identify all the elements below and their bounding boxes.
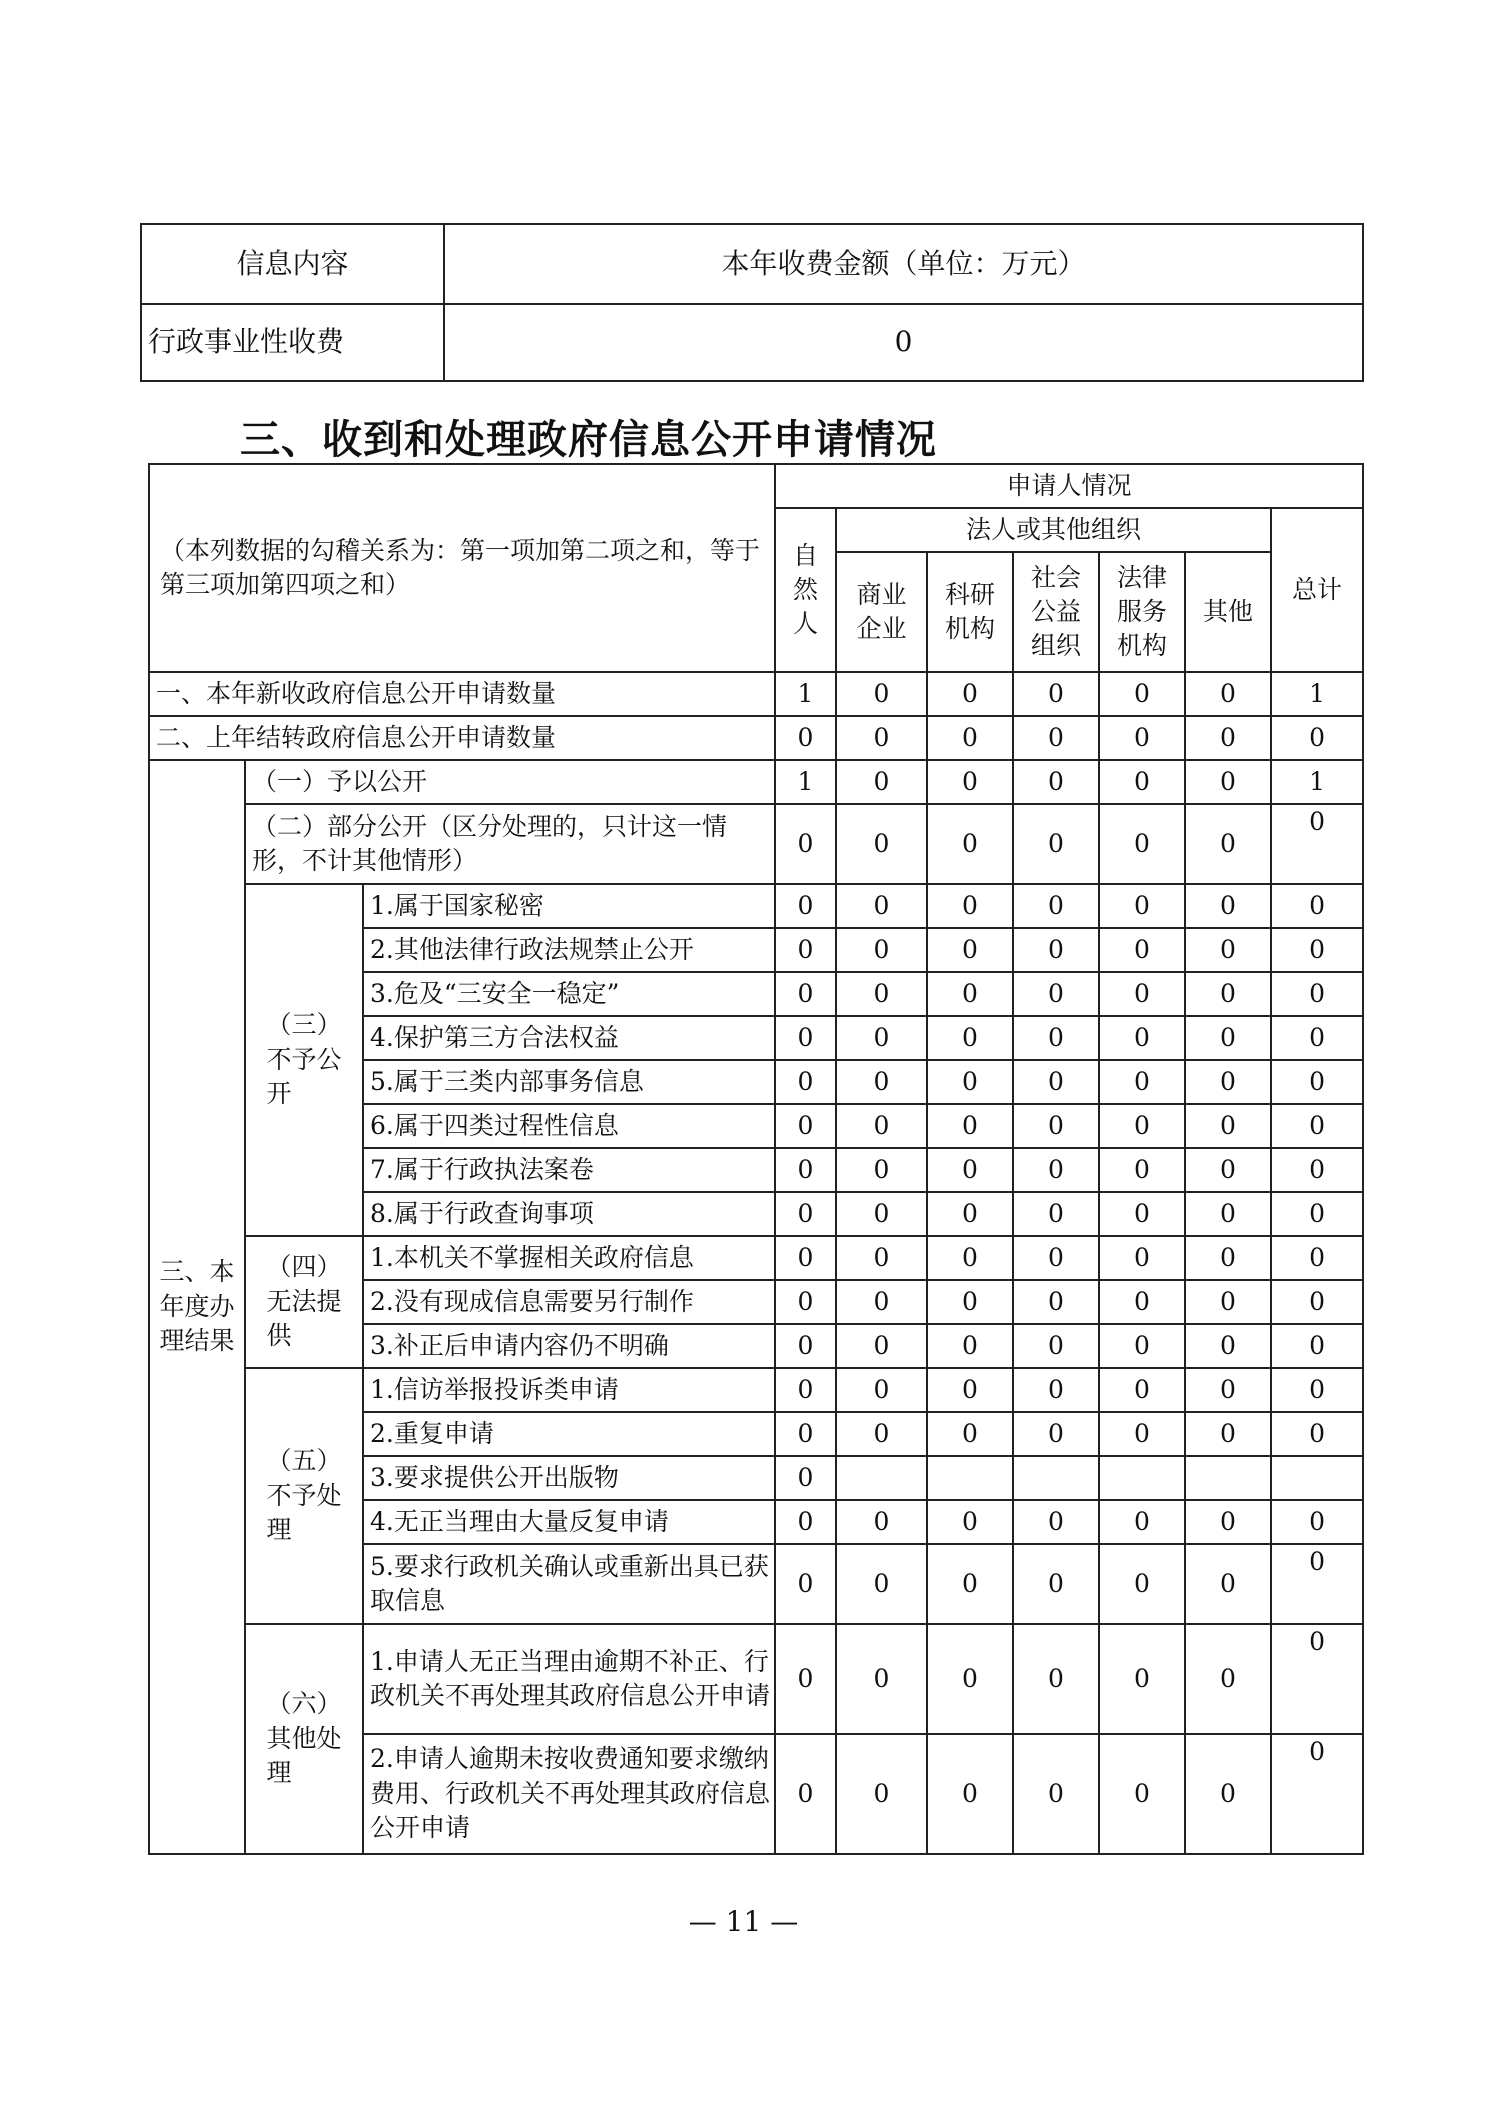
cell: 0 [1185,1280,1271,1324]
cell: 0 [1185,1148,1271,1192]
cell: 0 [836,1236,927,1280]
col-business-label: 商业企业 [856,580,907,643]
cell: 0 [836,672,927,716]
fee-data-row [141,304,1363,381]
row-label: 3.补正后申请内容仍不明确 [363,1324,775,1368]
fee-header-label: 信息内容 [141,224,444,304]
cell: 0 [927,1624,1013,1734]
cell: 0 [927,1236,1013,1280]
cell: 0 [836,716,927,760]
cell: 0 [927,716,1013,760]
cell: 0 [1185,672,1271,716]
cell: 0 [1271,1544,1363,1624]
row-label: 8.属于行政查询事项 [363,1192,775,1236]
cell: 0 [1271,716,1363,760]
cell: 0 [836,1500,927,1544]
cell: 0 [1099,1192,1185,1236]
cell: 0 [1271,972,1363,1016]
cell: 0 [1013,928,1099,972]
group-unavailable-label: （四）无法提供 [266,1252,342,1351]
col-natural-person [775,508,836,672]
row-label: 2.没有现成信息需要另行制作 [363,1280,775,1324]
cell: 0 [1271,1280,1363,1324]
cell: 0 [1185,1060,1271,1104]
col-social [1013,552,1099,672]
cell: 0 [775,884,836,928]
section-title: 三、收到和处理政府信息公开申请情况 [240,417,937,463]
cell: 0 [1271,1412,1363,1456]
group-other-handling [245,1624,363,1854]
cell: 0 [775,1456,836,1500]
cell: 0 [1099,1500,1185,1544]
cell: 0 [775,1104,836,1148]
row-label: 4.保护第三方合法权益 [363,1016,775,1060]
cell: 0 [775,1016,836,1060]
cell: 0 [1185,760,1271,804]
group-annual-results-label: 三、本年度办理结果 [159,1257,235,1356]
cell: 0 [836,1060,927,1104]
cell [1099,1456,1185,1500]
cell: 0 [775,1368,836,1412]
table-note: （本列数据的勾稽关系为：第一项加第二项之和，等于第三项加第四项之和） [149,464,775,672]
row-label: 1.申请人无正当理由逾期不补正、行政机关不再处理其政府信息公开申请 [363,1624,775,1734]
cell: 0 [927,928,1013,972]
col-social-label: 社会公益组织 [1031,563,1082,660]
cell: 0 [1099,884,1185,928]
row-label: （二）部分公开（区分处理的，只计这一情形，不计其他情形） [245,804,775,884]
cell: 0 [1013,1368,1099,1412]
cell: 0 [1271,1236,1363,1280]
col-research-label: 科研机构 [945,580,996,643]
cell: 0 [775,1544,836,1624]
cell: 0 [1185,884,1271,928]
sub4-row [149,1236,1363,1280]
cell: 0 [1185,1412,1271,1456]
cell: 0 [836,1280,927,1324]
cell: 0 [836,928,927,972]
cell: 0 [927,1368,1013,1412]
cell: 0 [1099,1624,1185,1734]
cell: 0 [927,972,1013,1016]
cell: 0 [1013,884,1099,928]
fee-header-row [141,224,1363,304]
sub3-row [149,884,1363,928]
cell: 0 [836,972,927,1016]
cell: 0 [775,1280,836,1324]
row-label: 5.属于三类内部事务信息 [363,1060,775,1104]
row-label: 4.无正当理由大量反复申请 [363,1500,775,1544]
cell: 0 [1185,1104,1271,1148]
cell: 0 [1099,1324,1185,1368]
cell: 0 [927,1544,1013,1624]
cell: 0 [927,1500,1013,1544]
cell: 0 [775,716,836,760]
cell: 0 [1271,1734,1363,1854]
cell: 0 [1271,928,1363,972]
cell: 0 [1013,1544,1099,1624]
cell: 0 [927,1324,1013,1368]
cell: 0 [836,1412,927,1456]
row-label: 7.属于行政执法案卷 [363,1148,775,1192]
group-not-processed-label: （五）不予处理 [266,1446,342,1545]
row-label: 1.本机关不掌握相关政府信息 [363,1236,775,1280]
cell: 0 [1013,1192,1099,1236]
cell: 0 [1271,1324,1363,1368]
cell: 0 [1185,1734,1271,1854]
cell: 0 [927,1280,1013,1324]
applicant-header: 申请人情况 [775,464,1363,508]
cell: 0 [775,1412,836,1456]
cell [836,1456,927,1500]
cell: 0 [927,804,1013,884]
cell: 0 [1013,1412,1099,1456]
cell: 0 [1013,716,1099,760]
cell: 0 [1099,972,1185,1016]
cell: 0 [1185,928,1271,972]
cell: 0 [1099,928,1185,972]
row-label: 2.其他法律行政法规禁止公开 [363,928,775,972]
col-business [836,552,927,672]
cell: 0 [1013,1500,1099,1544]
fee-table [140,223,1364,382]
row-label: 二、上年结转政府信息公开申请数量 [149,716,775,760]
row-label: 2.申请人逾期未按收费通知要求缴纳费用、行政机关不再处理其政府信息公开申请 [363,1734,775,1854]
cell: 0 [1099,1368,1185,1412]
cell [1185,1456,1271,1500]
sub5-row [149,1368,1363,1412]
cell: 0 [836,1192,927,1236]
cell: 0 [1099,1412,1185,1456]
cell: 0 [1099,1016,1185,1060]
cell: 0 [836,1104,927,1148]
cell: 0 [836,1324,927,1368]
cell: 0 [836,804,927,884]
cell: 0 [1185,1544,1271,1624]
cell: 0 [1271,804,1363,884]
cell: 0 [927,1148,1013,1192]
cell: 0 [775,1060,836,1104]
cell: 0 [1099,1236,1185,1280]
legal-org-header: 法人或其他组织 [836,508,1271,552]
cell: 0 [1271,1500,1363,1544]
row-open [149,760,1363,804]
cell: 0 [1271,1060,1363,1104]
cell: 1 [775,672,836,716]
cell: 0 [1013,1324,1099,1368]
cell: 0 [775,972,836,1016]
cell: 1 [775,760,836,804]
row-partial-open [149,804,1363,884]
col-other: 其他 [1185,552,1271,672]
row-label: 3.要求提供公开出版物 [363,1456,775,1500]
cell: 0 [1013,804,1099,884]
row-carried-over [149,716,1363,760]
cell: 0 [1185,1016,1271,1060]
group-unavailable [245,1236,363,1368]
cell: 0 [1271,1192,1363,1236]
row-new-applications [149,672,1363,716]
cell: 0 [836,1734,927,1854]
cell: 0 [927,1060,1013,1104]
group-withheld-label: （三）不予公开 [266,1010,342,1109]
cell: 0 [1013,1016,1099,1060]
row-label: 6.属于四类过程性信息 [363,1104,775,1148]
cell: 0 [775,1500,836,1544]
cell: 0 [1185,716,1271,760]
row-label: 1.属于国家秘密 [363,884,775,928]
cell: 0 [836,884,927,928]
cell: 0 [836,1624,927,1734]
sub6-row [149,1624,1363,1734]
row-label: 3.危及“三安全一稳定” [363,972,775,1016]
cell: 0 [1185,1624,1271,1734]
page-number: — 11 — [688,1905,799,1938]
cell: 0 [1013,1060,1099,1104]
cell: 0 [1013,760,1099,804]
cell: 0 [1099,1280,1185,1324]
fee-header-value: 本年收费金额（单位：万元） [444,224,1363,304]
cell: 0 [1099,1544,1185,1624]
row-label: 5.要求行政机关确认或重新出具已获取信息 [363,1544,775,1624]
cell: 0 [1271,1368,1363,1412]
cell: 0 [1099,716,1185,760]
col-legal [1099,552,1185,672]
cell [1013,1456,1099,1500]
group-not-processed [245,1368,363,1624]
cell: 0 [836,1016,927,1060]
cell: 0 [1185,1500,1271,1544]
cell: 0 [775,1148,836,1192]
cell: 0 [1013,1236,1099,1280]
cell: 0 [775,804,836,884]
cell: 0 [775,1192,836,1236]
row-label: 2.重复申请 [363,1412,775,1456]
cell: 0 [1185,1324,1271,1368]
cell: 0 [1013,672,1099,716]
cell: 0 [1271,1624,1363,1734]
cell: 0 [775,1734,836,1854]
cell: 0 [836,1368,927,1412]
cell: 0 [836,1544,927,1624]
cell: 0 [775,1624,836,1734]
cell: 0 [1099,804,1185,884]
col-legal-label: 法律服务机构 [1117,563,1168,660]
col-total: 总计 [1271,508,1363,672]
row-label: 1.信访举报投诉类申请 [363,1368,775,1412]
group-annual-results [149,760,245,1854]
cell: 0 [836,760,927,804]
cell: 0 [1013,1624,1099,1734]
row-label: 一、本年新收政府信息公开申请数量 [149,672,775,716]
header-row-1 [149,464,1363,508]
cell: 0 [1185,972,1271,1016]
cell: 0 [1013,972,1099,1016]
cell: 0 [1271,1104,1363,1148]
cell: 0 [1271,1148,1363,1192]
fee-row-value: 0 [444,304,1363,381]
cell: 0 [1013,1280,1099,1324]
cell: 0 [1185,1192,1271,1236]
cell: 0 [927,672,1013,716]
cell: 0 [1185,804,1271,884]
cell: 0 [1099,1104,1185,1148]
cell: 0 [1099,1734,1185,1854]
cell: 0 [1013,1104,1099,1148]
group-other-handling-label: （六）其他处理 [266,1689,342,1788]
cell: 0 [836,1148,927,1192]
cell: 0 [927,1734,1013,1854]
cell: 1 [1271,760,1363,804]
cell: 0 [1271,884,1363,928]
cell: 0 [1099,760,1185,804]
cell: 0 [775,1324,836,1368]
cell: 0 [927,760,1013,804]
fee-row-label: 行政事业性收费 [141,304,444,381]
cell: 0 [1099,672,1185,716]
col-natural-label: 自然人 [793,541,819,638]
cell: 0 [1013,1734,1099,1854]
cell: 0 [927,1192,1013,1236]
col-research [927,552,1013,672]
cell: 0 [1099,1060,1185,1104]
cell: 0 [1185,1236,1271,1280]
cell: 0 [1099,1148,1185,1192]
cell: 0 [1185,1368,1271,1412]
cell: 0 [1013,1148,1099,1192]
cell: 0 [775,928,836,972]
cell: 0 [927,1016,1013,1060]
cell: 1 [1271,672,1363,716]
cell [1271,1456,1363,1500]
row-label: （一）予以公开 [245,760,775,804]
cell: 0 [1271,1016,1363,1060]
application-table [148,463,1364,1855]
cell: 0 [927,884,1013,928]
cell: 0 [927,1412,1013,1456]
cell: 0 [927,1104,1013,1148]
group-withheld [245,884,363,1236]
cell: 0 [775,1236,836,1280]
cell [927,1456,1013,1500]
